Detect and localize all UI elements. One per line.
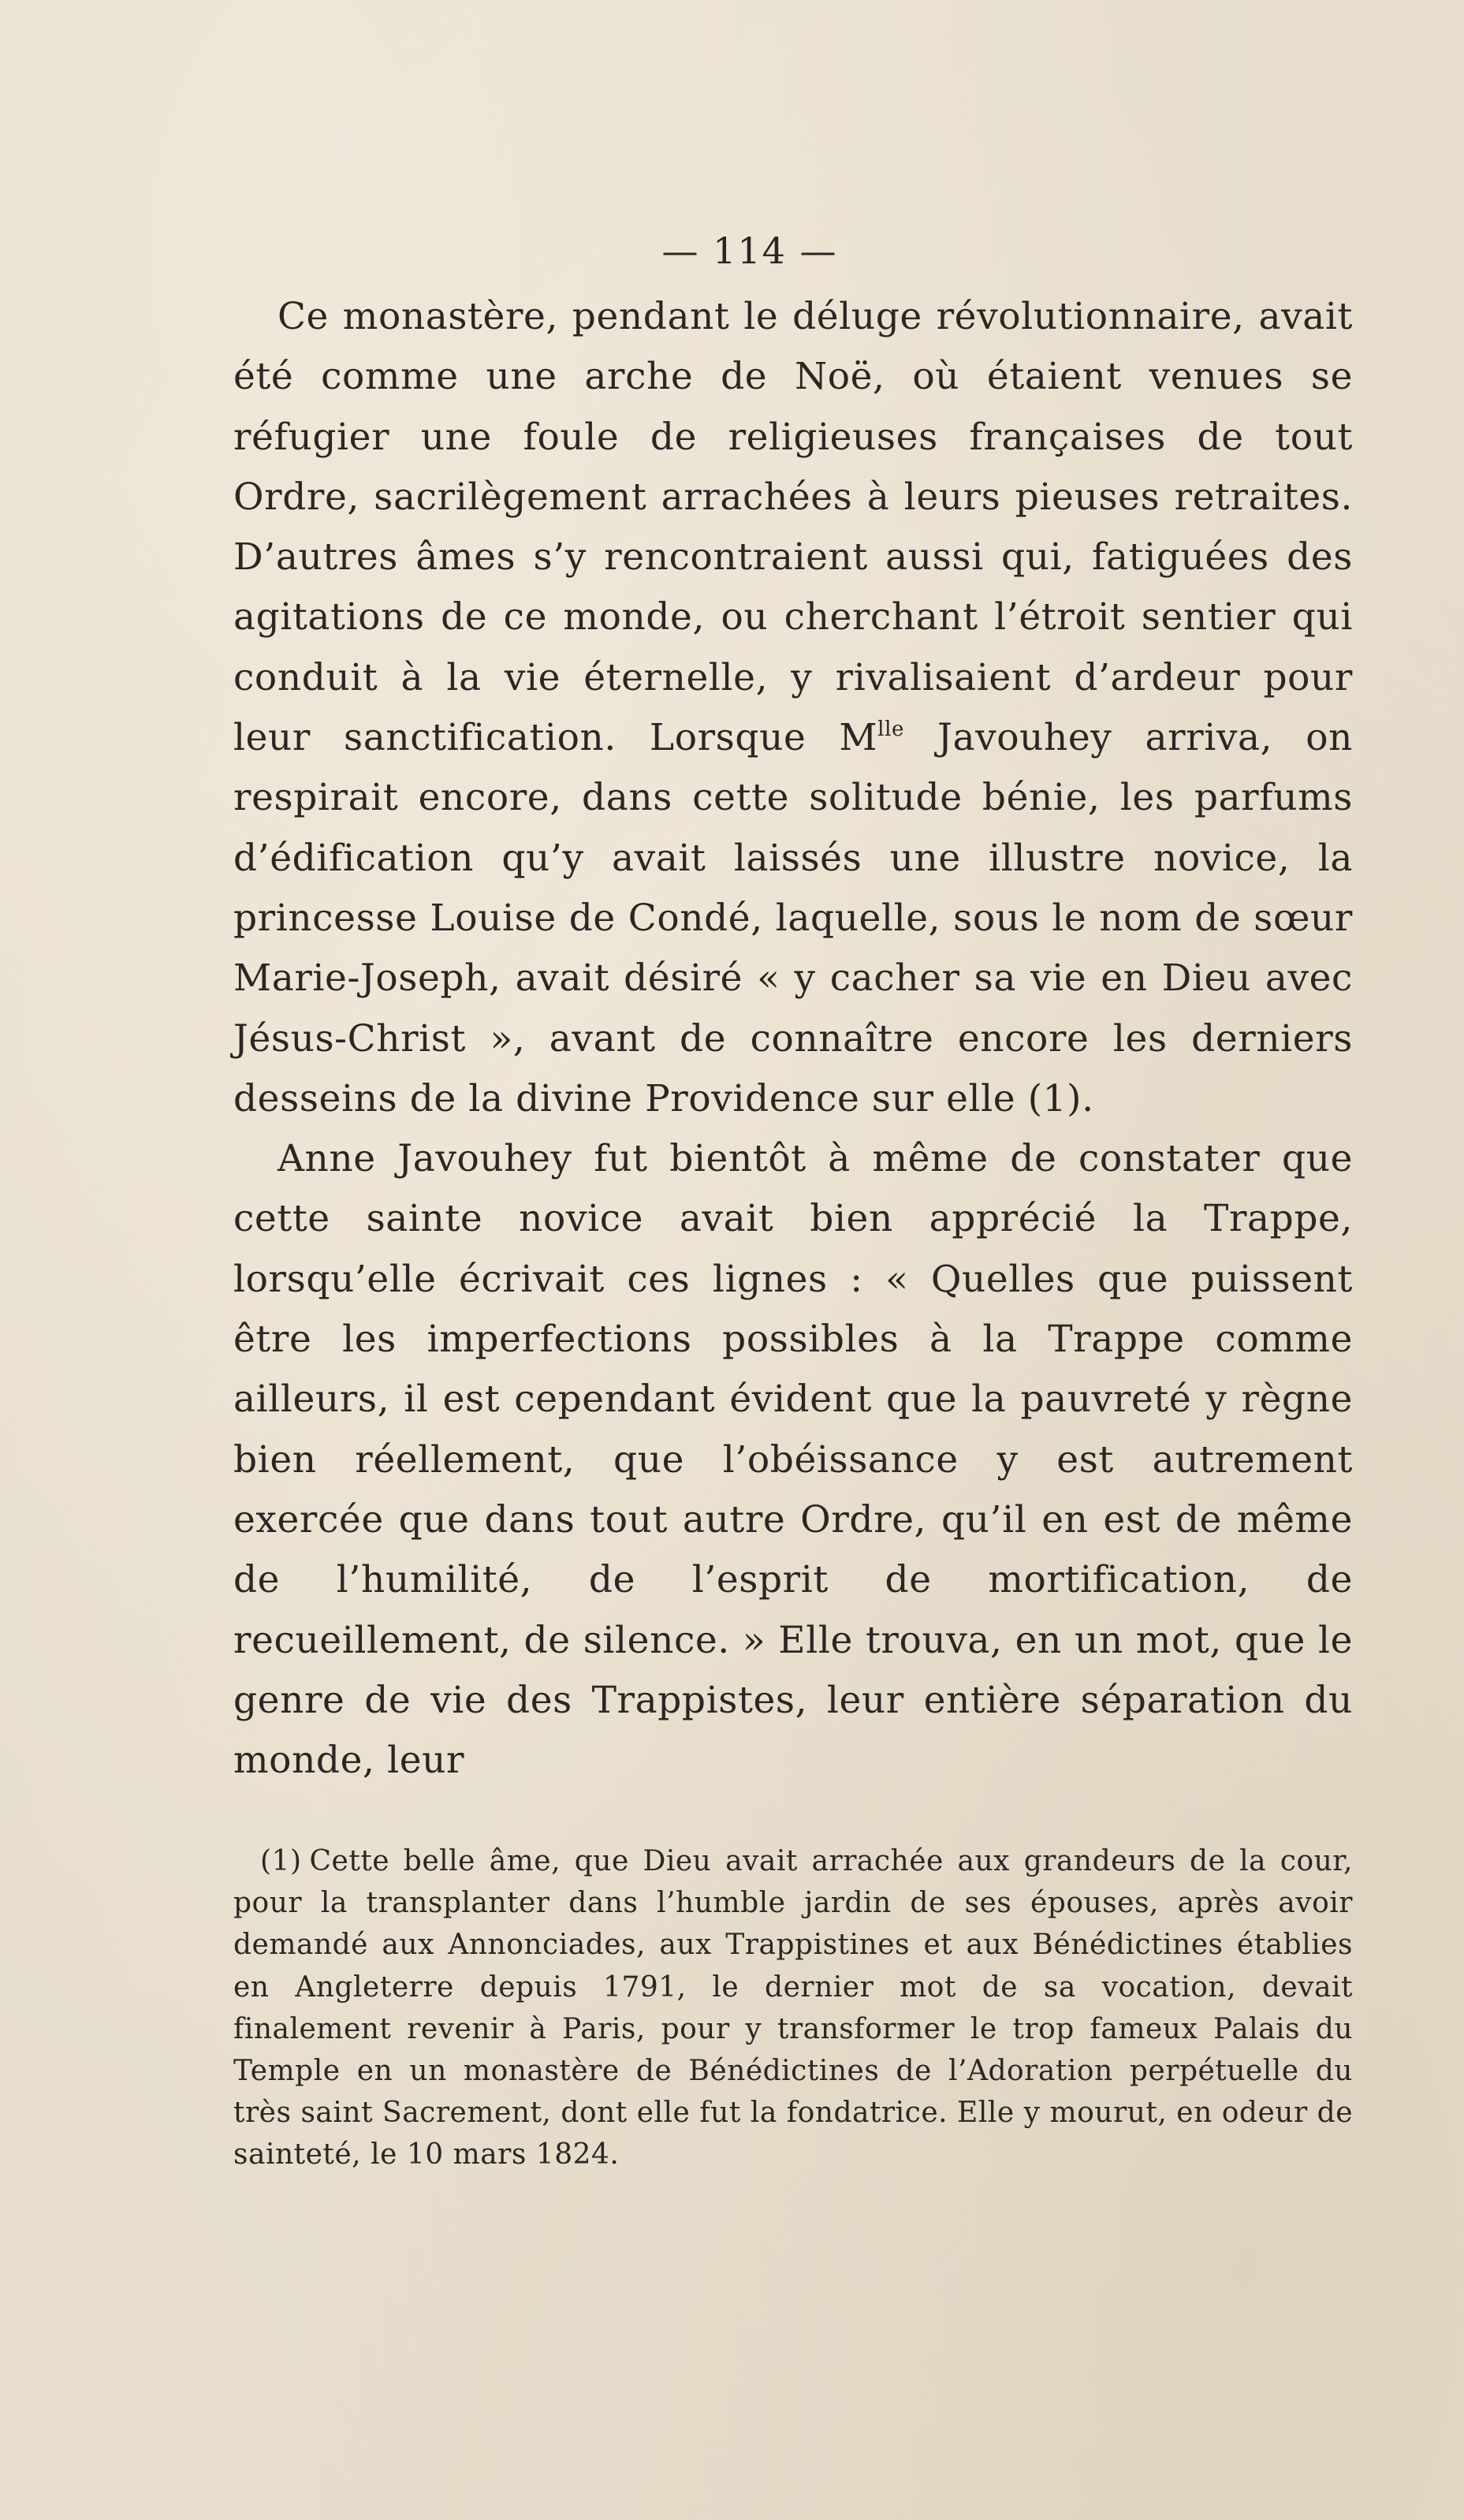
footnote-paragraph [233,1840,1353,2176]
mademoiselle-superscript: lle [877,718,904,742]
footnote-text: Cette belle âme, que Dieu avait arrachée aux grandeurs de la cour, pour la transplanter dans l’humble jardin de ses épouses, après avoir demandé aux Annonciades, aux Trappistines et aux Bénédictines établies en Angleterre depuis 1791, le dernier mot de sa vocation, devait finalement revenir à Paris, pour y transformer le trop fameux Palais du Temple en un monastère de Bénédictines de l’Adoration perpétuelle du très saint Sacrement, dont elle fut la fondatrice. Elle y mourut, en odeur de sainteté, le 10 mars 1824. [233,1845,1353,2171]
page-number: — 114 — [661,229,838,272]
paragraph-2: Anne Javouhey fut bientôt à même de constater que cette sainte novice avait bien apprécié la Trappe, lorsqu’elle écrivait ces lignes : « Quelles que puissent être les imperfections possibles à la Trappe comme ailleurs, il est cependant évident que la pauvreté y règne bien réellement, que l’obéissance y est autrement exercée que dans tout autre Ordre, qu’il en est de même de l’humilité, de l’esprit de mortification, de recueillement, de silence. » Elle trouva, en un mot, que le genre de vie des Trappistes, leur entière séparation du monde, leur [233,1137,1353,1783]
footnote [233,1840,1353,2176]
main-text [233,287,1353,1791]
footnote-marker: (1) [260,1845,302,1877]
paragraph-1-part-1: Ce monastère, pendant le déluge révolutionnaire, avait été comme une arche de Noë, où étaient venues se réfugier une foule de religieuses françaises de tout Ordre, sacrilègement arrachées à leurs pieuses retraites. D’autres âmes s’y rencontraient aussi qui, fatiguées des agitations de ce monde, ou cherchant l’étroit sentier qui conduit à la vie éternelle, y rivalisaient d’ardeur pour leur sanctification. Lorsque M [233,295,1353,760]
paragraph-1-part-2: Javouhey arriva, on respirait encore, dans cette solitude bénie, les parfums d’édification qu’y avait laissés une illustre novice, la princesse Louise de Condé, laquelle, sous le nom de sœur Marie-Joseph, avait désiré « y cacher sa vie en Dieu avec Jésus-Christ », avant de connaître encore les derniers desseins de la divine Providence sur elle (1). [233,716,1353,1120]
page-content [233,227,1353,1791]
paragraph-1 [233,287,1353,1129]
